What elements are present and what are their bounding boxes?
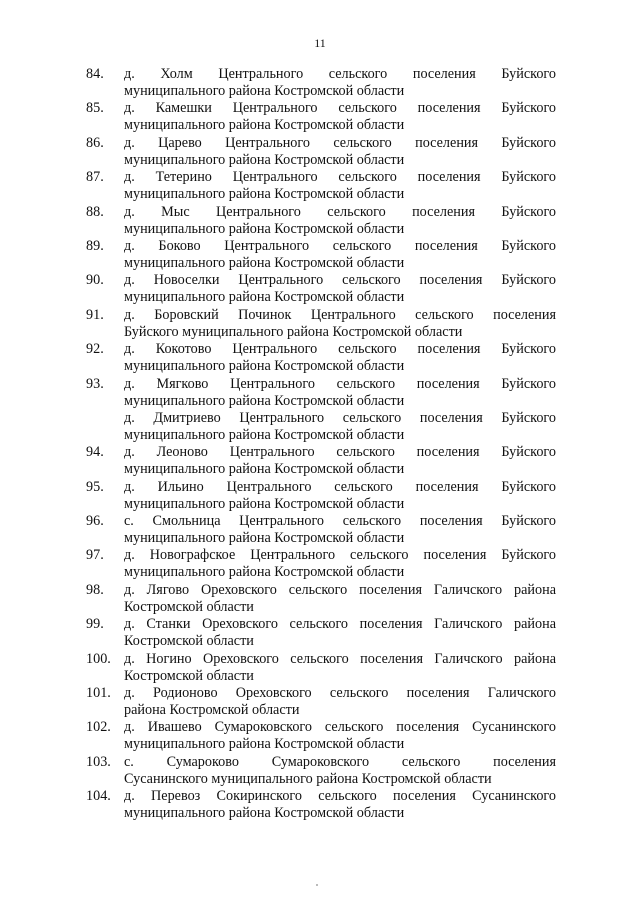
item-text <box>124 651 556 685</box>
item-text <box>124 100 556 134</box>
item-text-line-1: д. Новоселки Центрального сельского поселения Буйского <box>124 272 556 289</box>
item-number: 88. <box>86 203 104 220</box>
list-item <box>86 444 556 478</box>
item-text-line-1: д. Боково Центрального сельского поселения Буйского <box>124 237 556 254</box>
item-text-line-2: Буйского муниципального района Костромской области <box>124 323 463 340</box>
list-item <box>86 685 556 719</box>
item-text <box>124 685 556 719</box>
item-number: 91. <box>86 306 104 323</box>
item-text <box>124 169 556 203</box>
item-text-line-2: муниципального района Костромской области <box>124 530 405 547</box>
item-text <box>124 616 556 650</box>
item-text-line-1: д. Камешки Центрального сельского поселения Буйского <box>124 100 556 117</box>
item-text-line-1: д. Кокотово Центрального сельского поселения Буйского <box>124 341 556 358</box>
item-text-line-2: муниципального района Костромской области <box>124 461 405 478</box>
list-item <box>86 169 556 203</box>
list-item <box>86 788 556 822</box>
item-text-line-1: д. Мягково Центрального сельского поселения Буйского <box>124 375 556 392</box>
item-text <box>124 307 556 341</box>
item-text-line-1: д. Боровский Починок Центрального сельского поселения <box>124 306 556 323</box>
item-text-line-1: д. Ивашево Сумароковского сельского поселения Сусанинского <box>124 719 556 736</box>
item-text-line-1: д. Холм Центрального сельского поселения Буйского <box>124 66 556 82</box>
item-text-line-1: д. Тетерино Центрального сельского поселения Буйского <box>124 169 556 186</box>
item-number: 97. <box>86 547 104 564</box>
item-text-line-2: муниципального района Костромской области <box>124 495 405 512</box>
item-text-line-1: д. Ильино Центрального сельского поселения Буйского <box>124 478 556 495</box>
item-number: 100. <box>86 650 111 667</box>
item-text <box>124 513 556 547</box>
item-text-line-2: муниципального района Костромской области <box>124 186 405 203</box>
item-text-line-1: д. Леоново Центрального сельского поселения Буйского <box>124 444 556 461</box>
item-text <box>124 341 556 375</box>
item-text-line-1: д. Перевоз Сокиринского сельского поселения Сусанинского <box>124 788 556 805</box>
item-text <box>124 238 556 272</box>
item-text-line-1: д. Родионово Ореховского сельского поселения Галичского <box>124 685 556 702</box>
item-text-line-1: с. Смольница Центрального сельского поселения Буйского <box>124 513 556 530</box>
item-number: 90. <box>86 272 104 289</box>
list-item <box>86 513 556 547</box>
item-number: 89. <box>86 237 104 254</box>
item-text-line-1: д. Мыс Центрального сельского поселения Буйского <box>124 203 556 220</box>
item-text <box>124 754 556 788</box>
list-item <box>86 651 556 685</box>
item-number <box>86 410 124 444</box>
item-number: 86. <box>86 134 104 151</box>
list-item <box>86 616 556 650</box>
list-item <box>86 204 556 238</box>
list-item <box>86 410 556 444</box>
item-text-line-2: муниципального района Костромской области <box>124 151 405 168</box>
item-text <box>124 410 556 444</box>
item-text-line-2: района Костромской области <box>124 702 300 719</box>
list-item <box>86 135 556 169</box>
list-item <box>86 582 556 616</box>
item-number: 95. <box>86 478 104 495</box>
item-text-line-1: д. Ногино Ореховского сельского поселения Галичского района <box>124 650 556 667</box>
item-text-line-2: Костромской области <box>124 667 254 684</box>
item-number: 101. <box>86 685 111 702</box>
item-text-line-2: муниципального района Костромской области <box>124 805 405 822</box>
item-text-line-1: с. Сумароково Сумароковского сельского поселения <box>124 753 556 770</box>
settlement-list <box>86 66 556 823</box>
item-text-line-1: д. Дмитриево Центрального сельского поселения Буйского <box>124 409 556 426</box>
list-item <box>86 719 556 753</box>
item-text-line-2: Костромской области <box>124 633 254 650</box>
item-text <box>124 479 556 513</box>
item-text <box>124 376 556 410</box>
item-text <box>124 66 556 100</box>
item-text-line-2: муниципального района Костромской области <box>124 83 405 99</box>
list-item <box>86 100 556 134</box>
item-text-line-1: д. Станки Ореховского сельского поселения Галичского района <box>124 616 556 633</box>
item-text <box>124 788 556 822</box>
item-text-line-1: д. Царево Центрального сельского поселения Буйского <box>124 134 556 151</box>
list-item <box>86 238 556 272</box>
item-text <box>124 719 556 753</box>
list-item <box>86 754 556 788</box>
item-text-line-2: Сусанинского муниципального района Костромской области <box>124 770 492 787</box>
item-text <box>124 272 556 306</box>
item-number: 103. <box>86 753 111 770</box>
item-text-line-1: д. Новографское Центрального сельского поселения Буйского <box>124 547 556 564</box>
item-text-line-2: муниципального района Костромской области <box>124 254 405 271</box>
item-text-line-2: муниципального района Костромской области <box>124 736 405 753</box>
item-text-line-2: муниципального района Костромской области <box>124 392 405 409</box>
list-item <box>86 479 556 513</box>
item-text-line-1: д. Лягово Ореховского сельского поселения Галичского района <box>124 581 556 598</box>
item-text <box>124 204 556 238</box>
item-number: 92. <box>86 341 104 358</box>
item-text-line-2: муниципального района Костромской области <box>124 289 405 306</box>
item-number: 96. <box>86 513 104 530</box>
item-text-line-2: муниципального района Костромской области <box>124 220 405 237</box>
item-text-line-2: муниципального района Костромской области <box>124 564 405 581</box>
item-number: 94. <box>86 444 104 461</box>
list-item <box>86 376 556 410</box>
item-text-line-2: муниципального района Костромской области <box>124 117 405 134</box>
item-number: 87. <box>86 169 104 186</box>
item-text-line-2: муниципального района Костромской области <box>124 358 405 375</box>
item-number: 99. <box>86 616 104 633</box>
list-item <box>86 307 556 341</box>
item-number: 102. <box>86 719 111 736</box>
list-item <box>86 272 556 306</box>
item-number: 85. <box>86 100 104 117</box>
list-item <box>86 66 556 100</box>
scan-speck <box>316 884 318 886</box>
item-number: 98. <box>86 581 104 598</box>
item-text-line-2: Костромской области <box>124 598 254 615</box>
item-text <box>124 444 556 478</box>
item-text <box>124 547 556 581</box>
list-item <box>86 547 556 581</box>
page-number: 11 <box>314 36 326 50</box>
item-number: 84. <box>86 66 104 82</box>
item-number: 93. <box>86 375 104 392</box>
item-text <box>124 135 556 169</box>
item-text-line-2: муниципального района Костромской области <box>124 426 405 443</box>
item-text <box>124 582 556 616</box>
list-item <box>86 341 556 375</box>
item-number: 104. <box>86 788 111 805</box>
